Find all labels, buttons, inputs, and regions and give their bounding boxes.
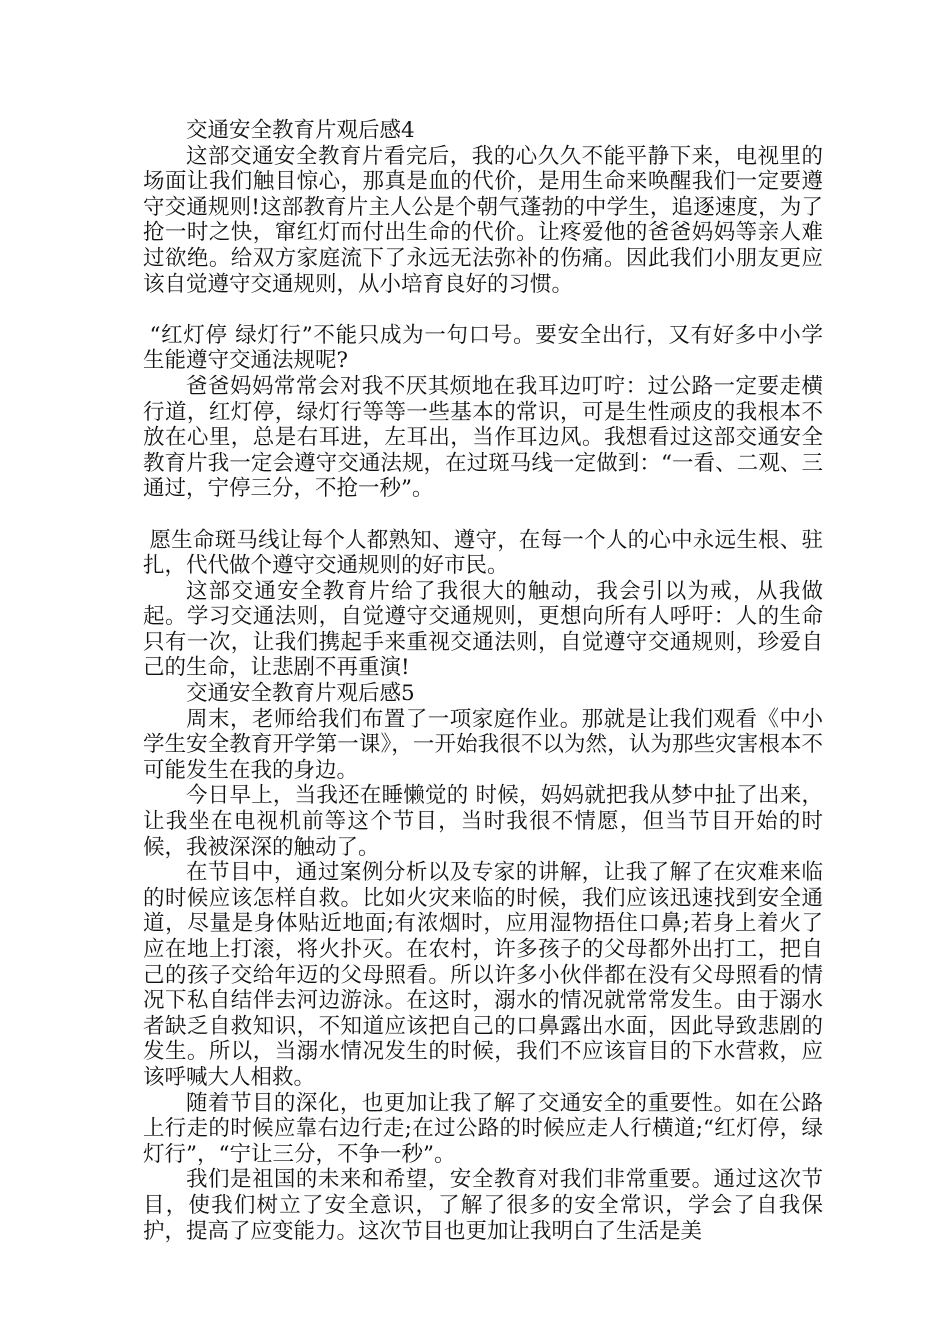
paragraph: 这部交通安全教育片给了我很大的触动，我会引以为戒，从我做起。学习交通法则，自觉遵守交通规则，更想向所有人呼吁：人的生命只有一次，让我们携起手来重视交通法则，自觉遵守交通规则，珍爱自己的生命，让悲剧不再重演! xyxy=(143,578,823,681)
blank-line xyxy=(143,297,823,323)
paragraph: 这部交通安全教育片看完后，我的心久久不能平静下来，电视里的场面让我们触目惊心，那真是血的代价，是用生命来唤醒我们一定要遵守交通规则!这部教育片主人公是个朝气蓬勃的中学生，追逐速度，为了抢一时之快，窜红灯而付出生命的代价。让疼爱他的爸爸妈妈等亲人难过欲绝。给双方家庭流下了永远无法弥补的伤痛。因此我们小朋友更应该自觉遵守交通规则，从小培育良好的习惯。 xyxy=(143,143,823,297)
paragraph: “红灯停 绿灯行”不能只成为一句口号。要安全出行，又有好多中小学生能遵守交通法规呢? xyxy=(143,322,823,374)
paragraph: 爸爸妈妈常常会对我不厌其烦地在我耳边叮咛：过公路一定要走横行道，红灯停，绿灯行等等一些基本的常识，可是生性顽皮的我根本不放在心里，总是右耳进，左耳出，当作耳边风。我想看过这部交通安全教育片我一定会遵守交通法规，在过斑马线一定做到：“一看、二观、三通过，宁停三分，不抢一秒”。 xyxy=(143,373,823,502)
document-page xyxy=(143,118,823,1244)
paragraph: 周末，老师给我们布置了一项家庭作业。那就是让我们观看《中小学生安全教育开学第一课》，一开始我很不以为然，认为那些灾害根本不可能发生在我的身边。 xyxy=(143,706,823,783)
paragraph: 愿生命斑马线让每个人都熟知、遵守，在每一个人的心中永远生根、驻扎，代代做个遵守交通规则的好市民。 xyxy=(143,527,823,579)
paragraph: 随着节目的深化，也更加让我了解了交通安全的重要性。如在公路上行走的时候应靠右边行走;在过公路的时候应走人行横道;“红灯停，绿灯行”，“宁让三分，不争一秒”。 xyxy=(143,1090,823,1167)
blank-line xyxy=(143,502,823,528)
essay-4-title: 交通安全教育片观后感4 xyxy=(186,118,415,143)
paragraph: 我们是祖国的未来和希望，安全教育对我们非常重要。通过这次节目，使我们树立了安全意识，了解了很多的安全常识，学会了自我保护，提高了应变能力。这次节目也更加让我明白了生活是美 xyxy=(143,1167,823,1244)
essay-5-title: 交通安全教育片观后感5 xyxy=(186,681,415,707)
paragraph: 今日早上，当我还在睡懒觉的 时候，妈妈就把我从梦中扯了出来，让我坐在电视机前等这个节目，当时我很不情愿，但当节目开始的时候，我被深深的触动了。 xyxy=(143,783,823,860)
paragraph: 在节目中，通过案例分析以及专家的讲解，让我了解了在灾难来临的时候应该怎样自救。比如火灾来临的时候，我们应该迅速找到安全通道，尽量是身体贴近地面;有浓烟时，应用湿物捂住口鼻;若身上着火了应在地上打滚，将火扑灭。在农村，许多孩子的父母都外出打工，把自己的孩子交给年迈的父母照看。所以许多小伙伴都在没有父母照看的情况下私自结伴去河边游泳。在这时，溺水的情况就常常发生。由于溺水者缺乏自救知识，不知道应该把自己的口鼻露出水面，因此导致悲剧的发生。所以，当溺水情况发生的时候，我们不应该盲目的下水营救，应该呼喊大人相救。 xyxy=(143,860,823,1090)
